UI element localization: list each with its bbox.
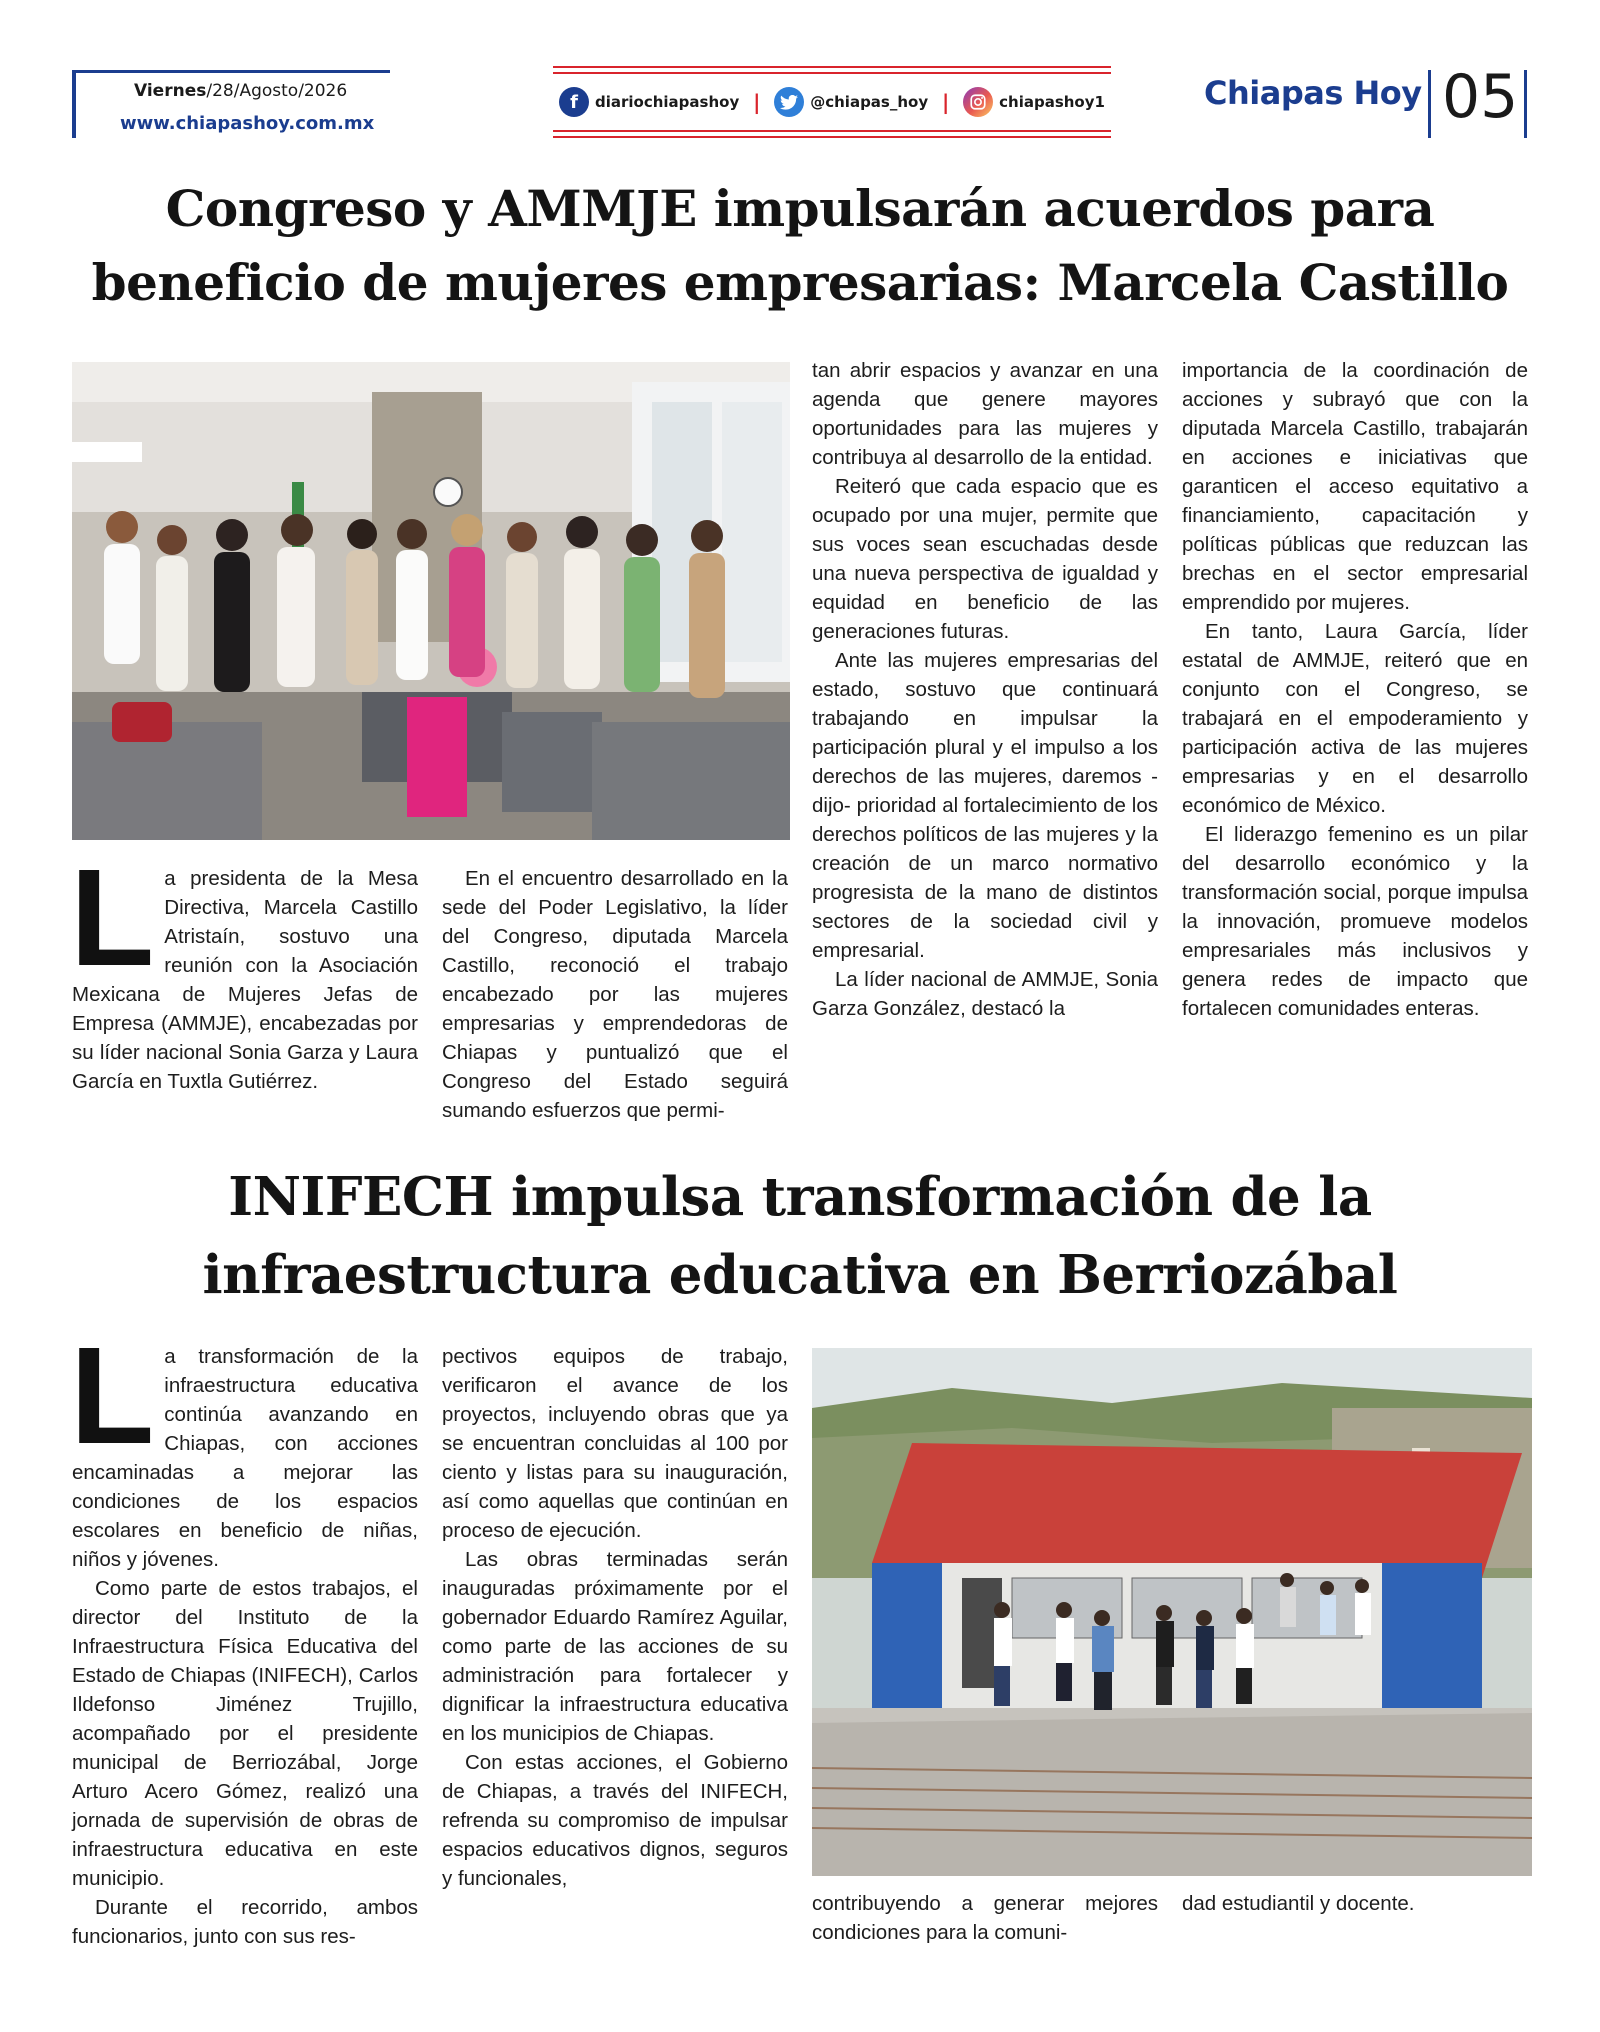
issue-date: Viernes/28/Agosto/2026 xyxy=(134,81,348,101)
instagram-handle: chiapashoy1 xyxy=(999,93,1105,111)
article1-column-4 xyxy=(1182,356,1528,1023)
social-instagram[interactable] xyxy=(963,87,1105,117)
separator: | xyxy=(941,90,950,114)
instagram-icon xyxy=(963,87,993,117)
article1-headline: Congreso y AMMJE impulsarán acuerdos para beneficio de mujeres empresarias: Marcela Castillo xyxy=(91,179,1509,312)
social-handles xyxy=(559,82,1105,122)
separator: | xyxy=(753,90,761,114)
divider xyxy=(1428,70,1431,138)
page-number: 05 xyxy=(1442,62,1519,132)
paragraph: La líder nacional de AMMJE, Sonia Garza González, destacó la xyxy=(812,968,1158,1020)
article2-column-2 xyxy=(442,1342,788,1893)
social-media-bar xyxy=(553,66,1111,138)
article2-column-1 xyxy=(70,1319,418,1951)
social-twitter[interactable] xyxy=(774,87,928,117)
paragraph: a transformación de la infraestructura educativa continúa avanzando en Chiapas, con acciones encaminadas a mejorar las condiciones de los espacios escolares en beneficio de niñas, niños y jóvenes. xyxy=(72,1345,418,1571)
paragraph: Como parte de estos trabajos, el director del Instituto de la Infraestructura Física Educativa del Estado de Chiapas (INIFECH), Carlos Ildefonso Jiménez Trujillo, acompañado por el presidente municipal de Berriozábal, Jorge Arturo Acero Gómez, realizó una jornada de supervisión de obras de infraestructura educativa en este municipio. xyxy=(72,1577,418,1890)
article2-headline: INIFECH impulsa transformación de la infraestructura educativa en Berriozábal xyxy=(202,1166,1398,1306)
paragraph: Durante el recorrido, ambos funcionarios, junto con sus res- xyxy=(72,1896,418,1948)
article2-photo xyxy=(812,1348,1532,1876)
paragraph: contribuyendo a generar mejores condiciones para la comuni- xyxy=(812,1892,1158,1944)
paragraph: Ante las mujeres empresarias del estado, sostuvo que continuará trabajando en impulsar la participación plural y el impulso a los derechos de las mujeres, daremos -dijo- prioridad al fortalecimiento de los derechos políticos de las mujeres y la creación de un marco normativo progresista de la mano de distintos sectores de la sociedad civil y empresarial. xyxy=(812,649,1158,962)
paragraph: tan abrir espacios y avanzar en una agenda que genere mayores oportunidades para las mujeres y contribuya al desarrollo de la entidad. xyxy=(812,359,1158,469)
paragraph: En el encuentro desarrollado en la sede del Poder Legislativo, la líder del Congreso, diputada Marcela Castillo, reconoció el trabajo encabezado por las mujeres empresarias y emprendedoras de Chiapas y puntualizó que el Congreso del Estado seguirá sumando esfuerzos que permi- xyxy=(442,867,788,1122)
header-date-block xyxy=(72,70,390,138)
twitter-icon xyxy=(774,87,804,117)
facebook-handle: diariochiapashoy xyxy=(595,93,740,111)
dropcap: L xyxy=(70,1319,155,1473)
women-group-photo xyxy=(72,362,790,840)
article1-column-1 xyxy=(70,841,418,1096)
paragraph: dad estudiantil y docente. xyxy=(1182,1892,1415,1915)
paragraph: Reiteró que cada espacio que es ocupado por una mujer, permite que sus voces sean escuchadas desde una nueva perspectiva de igualdad y equidad en beneficio de las generaciones futuras. xyxy=(812,475,1158,643)
dropcap: L xyxy=(70,841,155,995)
paragraph: Con estas acciones, el Gobierno de Chiapas, a través del INIFECH, refrenda su compromiso de impulsar espacios educativos dignos, seguros y funcionales, xyxy=(442,1751,788,1890)
article1-column-3 xyxy=(812,356,1158,1023)
social-facebook[interactable] xyxy=(559,87,739,117)
section-header xyxy=(1200,64,1530,140)
facebook-icon: f xyxy=(559,87,589,117)
twitter-handle: @chiapas_hoy xyxy=(810,93,929,111)
paragraph: pectivos equipos de trabajo, verificaron el avance de los proyectos, incluyendo obras que ya se encuentran concluidas al 100 por ciento y listas para su inauguración, así como aquellas que continúan en proceso de ejecución. xyxy=(442,1345,788,1542)
article1-column-2 xyxy=(442,864,788,1125)
website-link[interactable]: www.chiapashoy.com.mx xyxy=(120,113,375,134)
paragraph: a presidenta de la Mesa Directiva, Marcela Castillo Atristaín, sostuvo una reunión con la Asociación Mexicana de Mujeres Jefas de Empresa (AMMJE), encabezadas por su líder nacional Sonia Garza y Laura García en Tuxtla Gutiérrez. xyxy=(72,867,418,1093)
divider xyxy=(1524,70,1527,138)
paragraph: importancia de la coordinación de acciones y subrayó que con la diputada Marcela Castillo, trabajarán en acciones e iniciativas que garanticen el acceso equitativo a financiamiento, capacitación y políticas públicas que reduzcan las brechas en el sector empresarial emprendido por mujeres. xyxy=(1182,359,1528,614)
article2-column-4 xyxy=(1182,1889,1528,1918)
article2-column-3 xyxy=(812,1889,1158,1947)
paragraph: En tanto, Laura García, líder estatal de AMMJE, reiteró que en conjunto con el Congreso, se trabajará en el empoderamiento y participación activa de las mujeres empresarias y en el desarrollo económico de México. xyxy=(1182,620,1528,817)
article1-photo xyxy=(72,362,790,840)
paragraph: El liderazgo femenino es un pilar del desarrollo económico y la transformación social, porque impulsa la innovación, promueve modelos empresariales más inclusivos y genera redes de impacto que fortalecen comunidades enteras. xyxy=(1182,823,1528,1020)
section-name: Chiapas Hoy xyxy=(1204,74,1422,112)
paragraph: Las obras terminadas serán inauguradas próximamente por el gobernador Eduardo Ramírez Aguilar, como parte de las acciones de su administración para fortalecer y dignificar la infraestructura educativa en los municipios de Chiapas. xyxy=(442,1548,788,1745)
school-building-photo xyxy=(812,1348,1532,1876)
